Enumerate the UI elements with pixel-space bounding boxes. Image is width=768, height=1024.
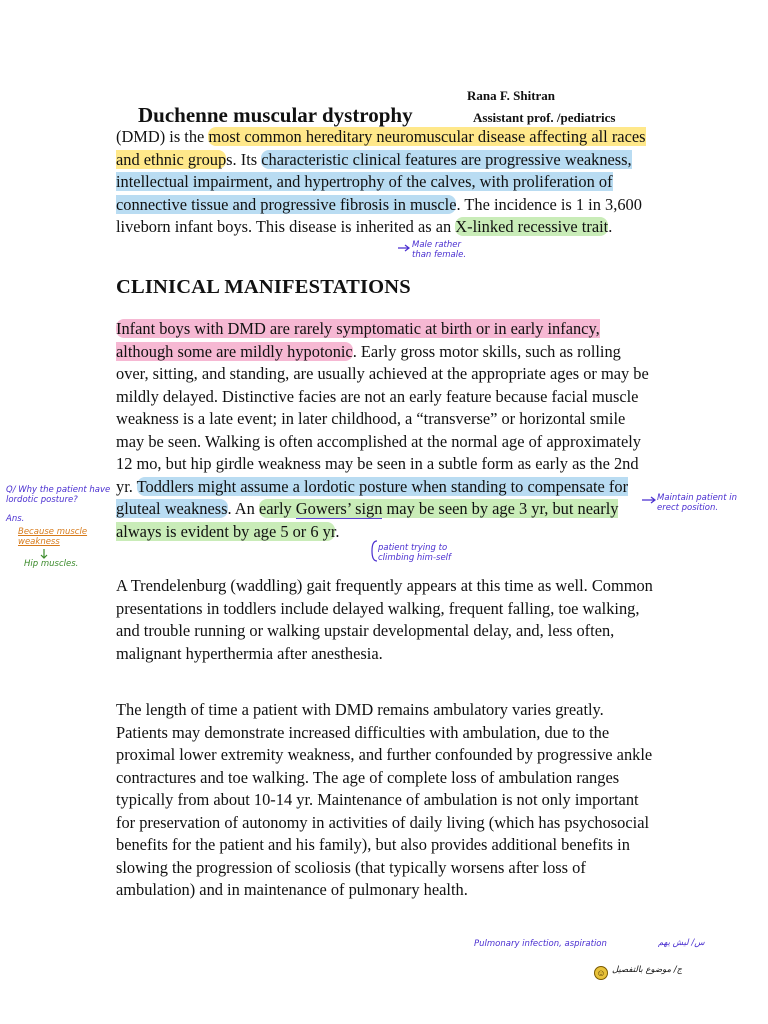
highlight-pink: Infant boys with DMD are rarely symptomatic at birth or in early infancy, although some are mildly hypotonic [116,319,600,361]
note-climbing: patient trying to climbing him-self [378,543,452,563]
paragraph-gait: A Trendelenburg (waddling) gait frequently appears at this time as well. Common presentations in toddlers include delayed walking, frequent falling, toe walking, and trouble running or walking upstair developmental delay, and, less often, malignant hyperthermia after anesthesia. [116,576,653,663]
highlight-yellow: most common hereditary neuromuscular disease affecting all races and ethnic group [116,127,646,169]
smiley-icon: ☺ [594,966,608,980]
note-answer-label: Ans. [6,514,25,524]
highlight-blue: characteristic clinical features are progressive weakness, intellectual impairment, and hypertrophy of the calves, with proliferation of connective tissue and progressive fibrosis in muscle [116,149,632,214]
text-run: early [258,499,296,518]
highlight-blue: Toddlers might assume a lordotic posture when standing to compensate for gluteal weakness [116,476,629,518]
text-run: . An [227,499,259,518]
note-arabic-question: س/ ليش يهم [658,938,705,948]
author-name: Rana F. Shitran [467,88,556,103]
arrow-icon [641,496,657,504]
highlight-green: X-linked recessive trait [455,217,609,236]
text-run: . [608,217,613,236]
note-question: Q/ Why the patient have lordotic posture? [6,485,111,505]
text-run: s. Its [226,149,262,169]
note-pulmonary: Pulmonary infection, aspiration [474,939,607,949]
text-run: may be seen by age 3 yr, but nearly always is evident by age 5 or 6 yr [116,499,619,541]
text-run: . Early gross motor skills, such as rolling over, sitting, and standing, are usually achieved at the appropriate ages or may be mildly delayed. Distinctive facies are not an early feature because facial muscle weakness is a late event; in later childhood, a “transverse” or horizontal smile may be seen. Walking is often accomplished at the normal age of approximately 12 mo, but hip girdle weakness may be seen in a subtle form as early as the 2nd yr. [116,341,649,496]
underlined-gowers-sign: Gowers’ sign [295,499,383,518]
paragraph-intro [116,126,656,239]
bracket-icon [370,540,378,562]
paragraph-clinical [116,318,656,543]
note-because: Because muscle weakness [18,527,88,547]
note-male-rather: Male rather than female. [412,240,467,260]
paragraph-ambulation: The length of time a patient with DMD remains ambulatory varies greatly. Patients may demonstrate increased difficulties with ambulation, due to the proximal lower extremity weakness, and further confounded by progressive ankle contractures and toe walking. The age of complete loss of ambulation ranges typically from about 10-14 yr. Maintenance of ambulation is not only important for preservation of autonomy in activities of daily living (which has psychosocial benefits for the patient and his family), but also provides additional benefits in slowing the progression of scoliosis (that typically worsens after loss of ambulation) and in maintenance of pulmonary health. [116,700,653,899]
note-maintain: Maintain patient in erect position. [657,493,737,513]
text-run: . The incidence is 1 in 3,600 liveborn infant boys. This disease is inherited as an [116,194,642,236]
note-arabic-answer: ج/ موضوع بالتفصيل [612,965,683,975]
author-title: Assistant prof. /pediatrics [473,110,616,125]
document-title: Duchenne muscular dystrophy [138,103,413,127]
text-run: . [335,521,340,541]
section-heading: CLINICAL MANIFESTATIONS [116,276,411,298]
arrow-icon [397,244,411,252]
text-run: (DMD) is the [116,127,209,146]
note-hip-muscles: Hip muscles. [24,559,79,569]
